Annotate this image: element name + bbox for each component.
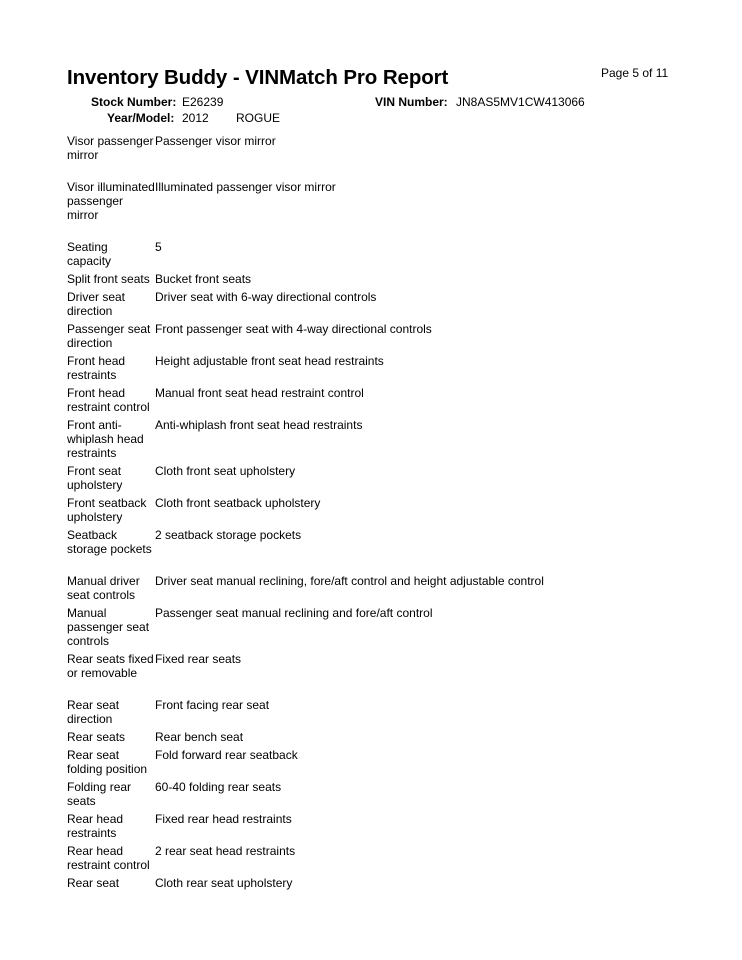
spec-value: Cloth front seat upholstery xyxy=(155,464,296,478)
spec-row xyxy=(67,272,667,290)
spec-value: Anti-whiplash front seat head restraints xyxy=(155,418,363,432)
spec-name: Manual passenger seat controls xyxy=(67,606,150,648)
spec-name: Front head restraints xyxy=(67,354,126,382)
spec-row xyxy=(67,748,667,780)
spec-name: Front head restraint control xyxy=(67,386,150,414)
spec-value: 5 xyxy=(155,240,162,254)
spec-row xyxy=(67,386,667,418)
spec-value: Cloth rear seat upholstery xyxy=(155,876,293,890)
spec-row xyxy=(67,180,667,240)
spec-value: Front passenger seat with 4-way directional controls xyxy=(155,322,432,336)
spec-name: Rear seat xyxy=(67,876,120,890)
spec-row xyxy=(67,780,667,812)
spec-value: Driver seat manual reclining, fore/aft control and height adjustable control xyxy=(155,574,544,588)
spec-value: Passenger seat manual reclining and fore/aft control xyxy=(155,606,433,620)
spec-row xyxy=(67,496,667,528)
spec-value: Height adjustable front seat head restraints xyxy=(155,354,384,368)
spec-value: 60-40 folding rear seats xyxy=(155,780,282,794)
spec-value: Front facing rear seat xyxy=(155,698,270,712)
spec-value: 2 seatback storage pockets xyxy=(155,528,302,542)
spec-row xyxy=(67,464,667,496)
spec-row xyxy=(67,606,667,652)
spec-row xyxy=(67,528,667,574)
spec-row xyxy=(67,290,667,322)
spec-name: Visor illuminated passenger mirror xyxy=(67,180,155,222)
spec-row xyxy=(67,844,667,876)
spec-name: Folding rear seats xyxy=(67,780,132,808)
year-value: 2012 xyxy=(182,111,209,125)
spec-name: Rear seats fixed or removable xyxy=(67,652,154,680)
spec-value: Passenger visor mirror xyxy=(155,134,276,148)
spec-name: Rear head restraints xyxy=(67,812,124,840)
spec-name: Manual driver seat controls xyxy=(67,574,140,602)
spec-name: Front anti-whiplash head restraints xyxy=(67,418,144,460)
spec-value: Driver seat with 6-way directional controls xyxy=(155,290,377,304)
spec-name: Split front seats xyxy=(67,272,150,286)
model-value: ROGUE xyxy=(236,111,281,125)
spec-row xyxy=(67,322,667,354)
spec-value: Cloth front seatback upholstery xyxy=(155,496,321,510)
spec-row xyxy=(67,876,667,894)
spec-row xyxy=(67,730,667,748)
spec-value: Fixed rear head restraints xyxy=(155,812,292,826)
spec-table xyxy=(67,134,667,894)
spec-value: Manual front seat head restraint control xyxy=(155,386,364,400)
year-model-label: Year/Model: xyxy=(107,111,175,125)
spec-value: Illuminated passenger visor mirror xyxy=(155,180,336,194)
spec-name: Seating capacity xyxy=(67,240,112,268)
spec-value: Fold forward rear seatback xyxy=(155,748,298,762)
spec-name: Seatback storage pockets xyxy=(67,528,152,556)
vin-number-label: VIN Number: xyxy=(375,95,448,109)
stock-number-label: Stock Number: xyxy=(91,95,177,109)
spec-name: Rear head restraint control xyxy=(67,844,150,872)
spec-row xyxy=(67,418,667,464)
spec-row xyxy=(67,812,667,844)
spec-name: Front seatback upholstery xyxy=(67,496,147,524)
spec-row xyxy=(67,134,667,180)
spec-row xyxy=(67,652,667,698)
spec-row xyxy=(67,240,667,272)
spec-name: Rear seat folding position xyxy=(67,748,148,776)
report-title: Inventory Buddy - VINMatch Pro Report xyxy=(67,66,449,89)
spec-value: Bucket front seats xyxy=(155,272,252,286)
vin-number-value: JN8AS5MV1CW413066 xyxy=(456,95,585,109)
spec-name: Rear seats xyxy=(67,730,126,744)
spec-name: Rear seat direction xyxy=(67,698,120,726)
spec-row xyxy=(67,698,667,730)
spec-name: Passenger seat direction xyxy=(67,322,151,350)
page-number: Page 5 of 11 xyxy=(601,66,669,80)
spec-value: 2 rear seat head restraints xyxy=(155,844,296,858)
stock-number-value: E26239 xyxy=(182,95,224,109)
spec-name: Visor passenger mirror xyxy=(67,134,154,162)
spec-name: Driver seat direction xyxy=(67,290,126,318)
spec-value: Fixed rear seats xyxy=(155,652,242,666)
spec-name: Front seat upholstery xyxy=(67,464,123,492)
spec-row xyxy=(67,574,667,606)
spec-row xyxy=(67,354,667,386)
spec-value: Rear bench seat xyxy=(155,730,244,744)
